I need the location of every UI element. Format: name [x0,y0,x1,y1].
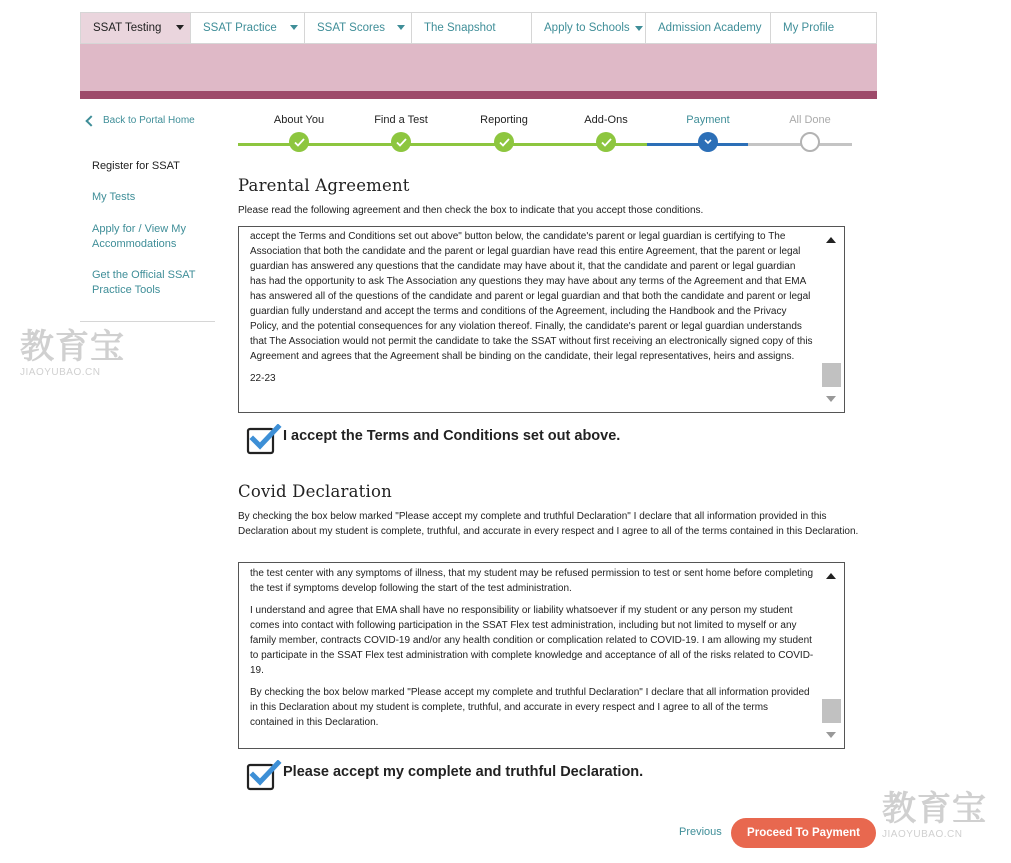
watermark-logo: 教育宝 [20,328,125,366]
declaration-paragraph: the test center with any symptoms of illness, that my student may be refused permission to test or sent home before completing the test if symptoms develop following the start of the test administration. [250,568,814,594]
step-find-a-test[interactable] [349,112,453,152]
sidebar-item-practice-tools[interactable]: Get the Official SSAT Practice Tools [92,269,196,296]
previous-link[interactable]: Previous [679,826,722,838]
chevron-down-icon [397,25,405,30]
nav-label: My Profile [783,22,835,34]
nav-label: Admission Academy [658,22,762,34]
parental-agreement-title: Parental Agreement [238,176,410,195]
chevron-down-icon [176,25,184,30]
check-icon [494,132,514,152]
accept-terms-label: I accept the Terms and Conditions set out above. [283,428,621,444]
step-label: Add-Ons [584,114,628,126]
step-payment [656,112,760,152]
step-about-you[interactable] [247,112,351,152]
nav-admission-academy[interactable] [646,13,771,43]
watermark-url: JIAOYUBAO.CN [882,829,963,840]
back-to-portal-label: Back to Portal Home [103,115,195,126]
covid-declaration-intro: By checking the box below marked "Please accept my complete and truthful Declaration" I declare that all information provided in this Declaration about my student is complete, truthful, and accurate in every respect and I agree to all of the terms contained in this Declaration. [238,511,859,537]
nav-the-snapshot[interactable] [412,13,532,43]
scrollbar[interactable] [819,564,843,747]
nav-ssat-testing[interactable] [81,13,191,43]
header-banner-stripe [80,91,877,99]
covid-declaration-textbox[interactable] [238,562,845,749]
scroll-down-arrow-icon[interactable] [826,732,836,738]
step-reporting[interactable] [452,112,556,152]
step-label: Payment [686,114,730,126]
nav-ssat-practice[interactable] [191,13,305,43]
nav-my-profile[interactable] [771,13,876,43]
nav-apply-to-schools[interactable] [532,13,646,43]
accept-declaration-checkbox-row[interactable] [246,760,643,790]
chevron-down-icon [290,25,298,30]
scroll-up-arrow-icon[interactable] [826,237,836,243]
watermark-url: JIAOYUBAO.CN [20,367,101,378]
covid-declaration-text [250,566,814,737]
nav-label: SSAT Testing [93,22,162,34]
checkbox-checked-icon[interactable] [246,760,276,790]
checkbox-checked-icon[interactable] [246,424,276,454]
top-nav [80,12,877,44]
progress-stepper [238,112,852,156]
scrollbar-thumb[interactable] [822,363,841,387]
check-icon [596,132,616,152]
watermark-logo: 教育宝 [882,790,987,828]
circle-icon [800,132,820,152]
nav-label: Apply to Schools [544,22,630,34]
step-add-ons[interactable] [554,112,658,152]
nav-ssat-scores[interactable] [305,13,412,43]
parental-agreement-textbox[interactable] [238,226,845,413]
header-banner [80,44,877,91]
proceed-to-payment-button[interactable]: Proceed To Payment [731,818,876,848]
scroll-down-arrow-icon[interactable] [826,396,836,402]
back-to-portal-link[interactable] [84,115,195,126]
nav-label: The Snapshot [424,22,496,34]
chevron-down-icon [698,132,718,152]
declaration-paragraph: I understand and agree that EMA shall have no responsibility or liability whatsoever if my student or any person my student comes into contact with following participation in the SSAT Flex test administration, including but not limited to myself or any family member, contracts COVID-19 and/or any health condition or complication related to COVID-19. I am allowing my student to participate in the SSAT Flex test administration with complete knowledge and acceptance of all of the risks related to COVID-19. [250,605,814,676]
parental-agreement-text [250,229,814,393]
agreement-version: 22-23 [250,373,276,384]
sidebar-item-my-tests[interactable]: My Tests [92,191,136,203]
sidebar-divider [80,321,215,322]
step-label: All Done [789,114,831,126]
covid-declaration-title: Covid Declaration [238,482,392,501]
nav-label: SSAT Scores [317,22,385,34]
scrollbar[interactable] [819,228,843,411]
agreement-paragraph: accept the Terms and Conditions set out above" button below, the candidate's parent or legal guardian is certifying to The Association that both the candidate and the parent or legal guardian have read this entire Agreement, that the parent or legal guardian has answered any questions that the candidate may have about it, that the candidate and parent or legal guardian has had the opportunity to ask The Association any questions they may have about any terms of the Agreement and that EMA has answered all of the questions of the candidate and parent or legal guardian and that both the candidate and parent or legal guardian fully understand and accept the terms and conditions of the Agreement, including the Handbook and the Privacy Policy, and the potential consequences for any violation thereof. Finally, the candidate's parent or legal guardian understands that The Association would not permit the candidate to take the SSAT without first receiving an electronically signed copy of this Agreement and agrees that the Agreement shall be binding on the candidate, their legal representatives, heirs and assigns. [250,231,813,362]
scrollbar-thumb[interactable] [822,699,841,723]
step-all-done [758,112,862,152]
step-label: Reporting [480,114,528,126]
declaration-paragraph: By checking the box below marked "Please accept my complete and truthful Declaration" I declare that all information provided in this Declaration about my student is complete, truthful, and accurate in every respect and I agree to all of the terms contained in this Declaration. [250,687,810,728]
step-label: Find a Test [374,114,428,126]
chevron-left-icon [85,115,96,126]
check-icon [391,132,411,152]
parental-agreement-intro: Please read the following agreement and then check the box to indicate that you accept those conditions. [238,205,704,216]
accept-terms-checkbox-row[interactable] [246,424,620,454]
step-label: About You [273,114,325,126]
check-icon [289,132,309,152]
chevron-down-icon [635,26,643,31]
sidebar-item-register[interactable]: Register for SSAT [92,160,180,172]
scroll-up-arrow-icon[interactable] [826,573,836,579]
nav-label: SSAT Practice [203,22,277,34]
accept-declaration-label: Please accept my complete and truthful Declaration. [283,764,644,780]
sidebar-item-accommodations[interactable]: Apply for / View My Accommodations [92,223,186,250]
